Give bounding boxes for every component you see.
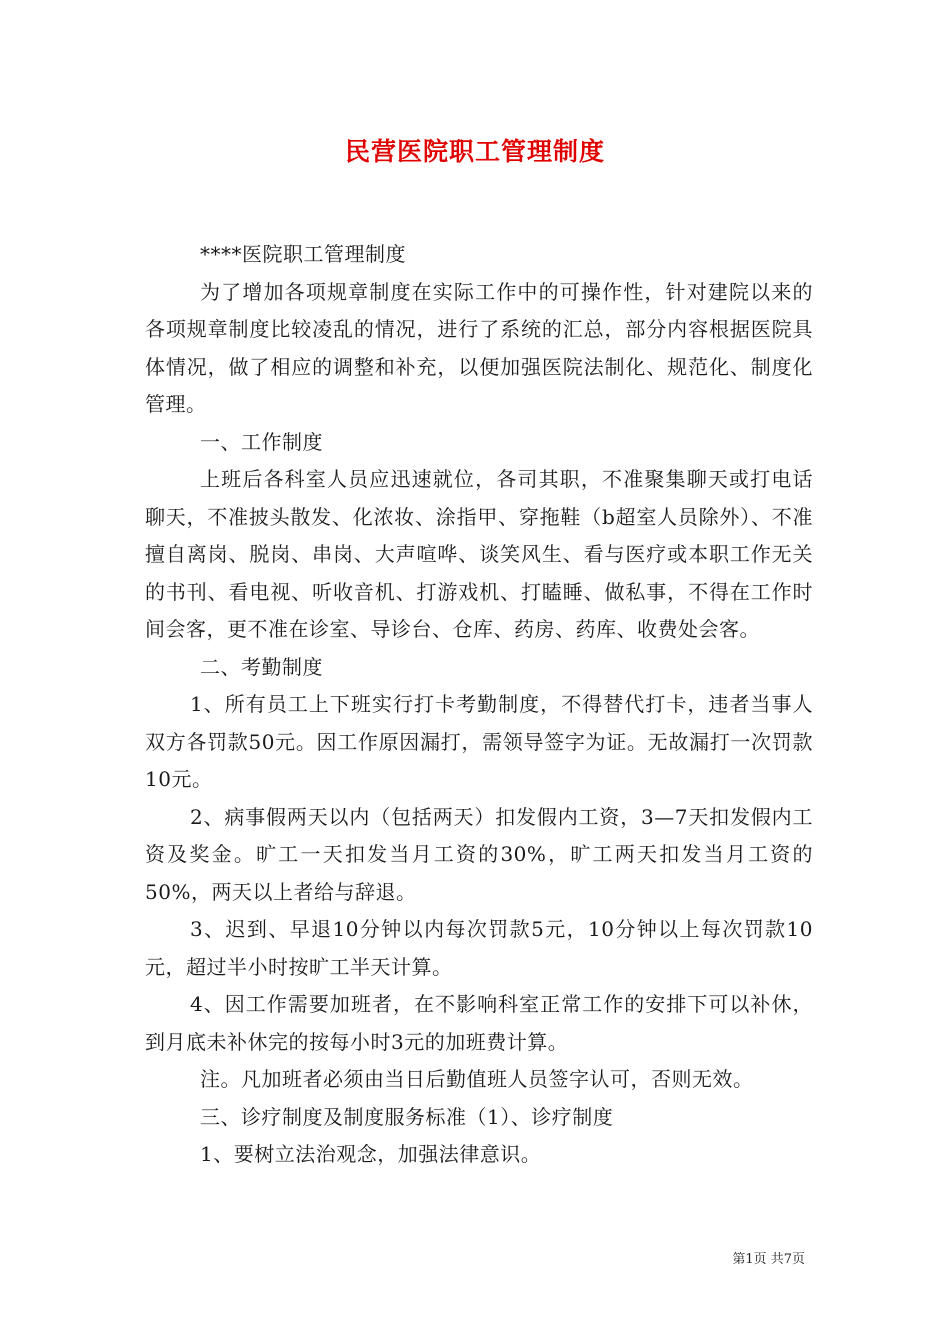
section-heading-diagnosis: 三、诊疗制度及制度服务标准（1）、诊疗制度 — [200, 1104, 614, 1129]
attendance-item-3: 3、迟到、早退10分钟以内每次罚款5元，10分钟以上每次罚款10元，超过半小时按旷工半天计算。 — [145, 917, 813, 979]
intro-paragraph: 为了增加各项规章制度在实际工作中的可操作性，针对建院以来的各项规章制度比较凌乱的情况，进行了系统的汇总，部分内容根据医院具体情况，做了相应的调整和补充，以便加强医院法制化、规范化、制度化管理。 — [145, 279, 813, 416]
section-heading-hospital: ****医院职工管理制度 — [200, 242, 406, 266]
attendance-item-2: 2、病事假两天以内（包括两天）扣发假内工资，3—7天扣发假内工资及奖金。旷工一天扣发当月工资的30%，旷工两天扣发当月工资的50%，两天以上者给与辞退。 — [145, 804, 813, 904]
work-rules-paragraph: 上班后各科室人员应迅速就位，各司其职，不准聚集聊天或打电话聊天，不准披头散发、化浓妆、涂指甲、穿拖鞋（b超室人员除外）、不准擅自离岗、脱岗、串岗、大声喧哗、谈笑风生、看与医疗或本职工作无关的书刊、看电视、听收音机、打游戏机、打瞌睡、做私事，不得在工作时间会客，更不准在诊室、导诊台、仓库、药房、药库、收费处会客。 — [145, 467, 813, 641]
attendance-note: 注。凡加班者必须由当日后勤值班人员签字认可，否则无效。 — [200, 1067, 754, 1091]
page-number: 第1页 共7页 — [732, 1252, 805, 1267]
attendance-item-1: 1、所有员工上下班实行打卡考勤制度，不得替代打卡，违者当事人双方各罚款50元。因工作原因漏打，需领导签字为证。无故漏打一次罚款10元。 — [145, 692, 813, 791]
section-heading-attendance: 二、考勤制度 — [200, 654, 323, 679]
document-title: 民营医院职工管理制度 — [344, 137, 605, 166]
document-body — [145, 236, 813, 1174]
attendance-item-4: 4、因工作需要加班者，在不影响科室正常工作的安排下可以补休，到月底未补休完的按每小时3元的加班费计算。 — [145, 992, 813, 1054]
section-heading-work-rules: 一、工作制度 — [200, 429, 323, 454]
diagnosis-item-1: 1、要树立法治观念，加强法律意识。 — [200, 1142, 542, 1166]
